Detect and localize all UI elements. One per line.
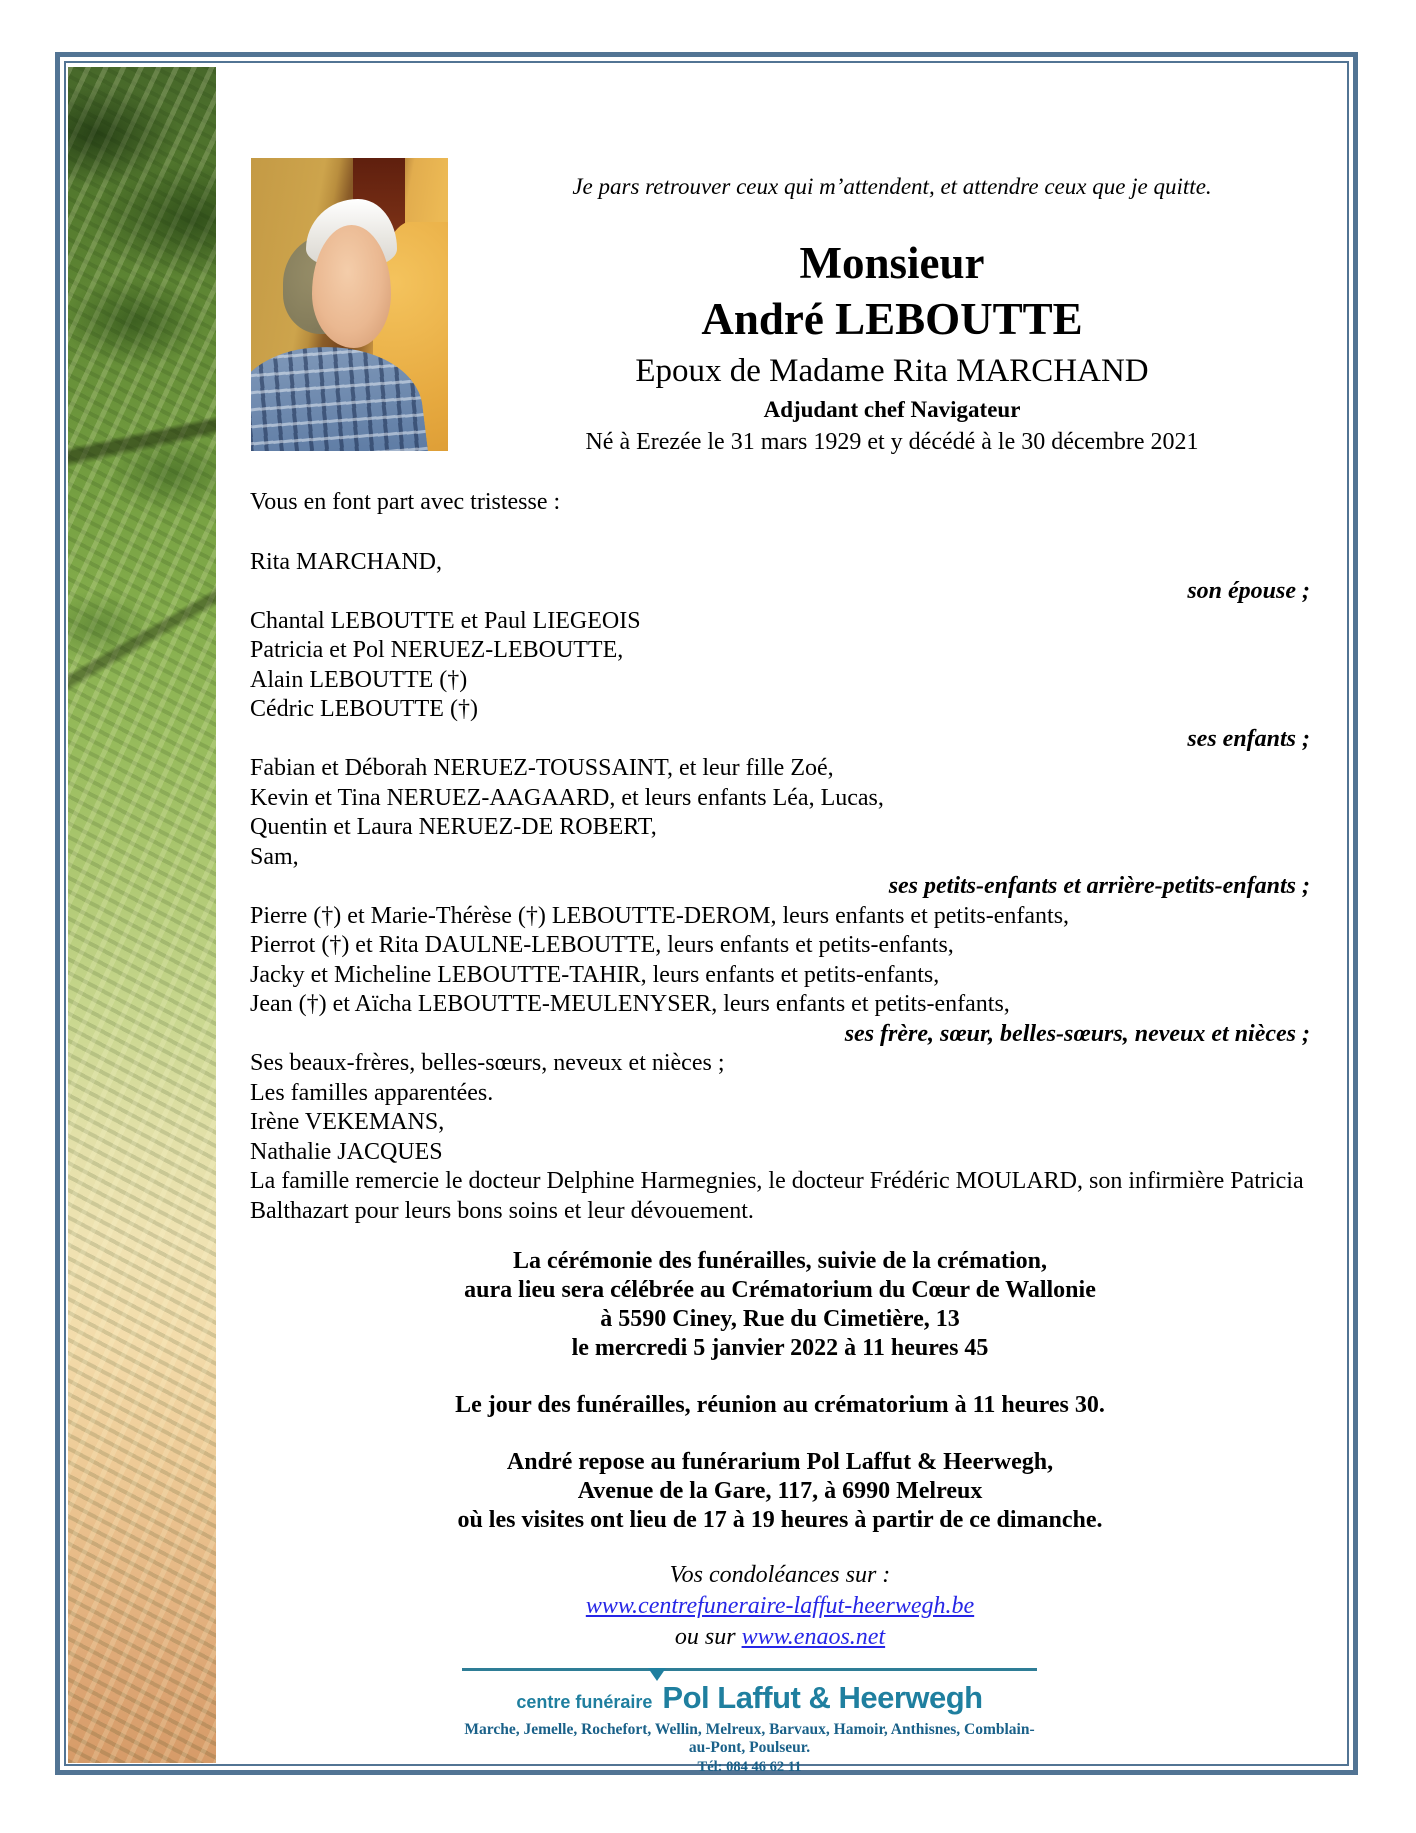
family-line: Cédric LEBOUTTE (†) — [250, 696, 478, 722]
ceremony-section — [250, 1247, 1310, 1535]
meeting-line: Le jour des funérailles, réunion au crématorium à 11 heures 30. — [455, 1392, 1105, 1418]
ceremony-line: à 5590 Ciney, Rue du Cimetière, 13 — [600, 1306, 960, 1332]
condolence-link-primary[interactable]: www.centrefuneraire-laffut-heerwegh.be — [585, 1593, 975, 1619]
condolences-intro: Vos condoléances sur : — [669, 1562, 891, 1588]
ceremony-line: La cérémonie des funérailles, suivie de la crémation, — [513, 1248, 1047, 1274]
family-line: Jean (†) et Aïcha LEBOUTTE-MEULENYSER, leurs enfants et petits-enfants, — [250, 991, 1010, 1017]
relationship-label: ses petits-enfants et arrière-petits-enfants ; — [888, 873, 1310, 899]
family-line: Jacky et Micheline LEBOUTTE-TAHIR, leurs enfants et petits-enfants, — [250, 961, 940, 988]
spacer — [250, 1420, 1310, 1448]
ceremony-line: le mercredi 5 janvier 2022 à 11 heures 45 — [571, 1335, 989, 1361]
repose-line: où les visites ont lieu de 17 à 19 heures à partir de ce dimanche. — [457, 1507, 1103, 1533]
family-line: Sam, — [250, 843, 299, 870]
thanks-paragraph: La famille remercie le docteur Delphine Harmegnies, le docteur Frédéric MOULARD, son infirmière Patricia Balthazart pour leurs bons soins et leur dévouement. — [250, 1168, 1304, 1224]
family-line: Irène VEKEMANS, — [250, 1109, 445, 1135]
repose-line: André repose au funérarium Pol Laffut & Heerwegh, — [506, 1449, 1054, 1475]
epitaph-quote: Je pars retrouver ceux qui m’attendent, et attendre ceux que je quitte. — [572, 174, 1212, 199]
condolence-link-enaos[interactable]: www.enaos.net — [741, 1624, 886, 1650]
spouse-line: Epoux de Madame Rita MARCHAND — [635, 352, 1149, 389]
family-line: Nathalie JACQUES — [250, 1138, 443, 1165]
locations-line: Marche, Jemelle, Rochefort, Wellin, Melreux, Barvaux, Hamoir, Anthisnes, Comblain-au-Pont, Poulseur. — [464, 1721, 1035, 1756]
announcement-section — [250, 488, 1310, 1226]
family-line: Alain LEBOUTTE (†) — [250, 666, 468, 693]
deceased-name: André LEBOUTTE — [701, 294, 1083, 344]
phone-line: Tél: 084 46 62 11 — [697, 1759, 802, 1775]
header-text — [448, 158, 1330, 456]
announcement-intro: Vous en font part avec tristesse : — [250, 489, 561, 515]
title-monsieur: Monsieur — [799, 238, 985, 288]
repose-line: Avenue de la Gare, 117, à 6990 Melreux — [577, 1478, 983, 1504]
spacer — [250, 1363, 1310, 1391]
family-line: Kevin et Tina NERUEZ-AAGAARD, et leurs enfants Léa, Lucas, — [250, 784, 884, 811]
condolences-section — [250, 1560, 1310, 1653]
ceremony-line: aura lieu sera célébrée au Crématorium du Cœur de Wallonie — [464, 1277, 1096, 1303]
triangle-down-icon — [648, 1668, 666, 1681]
birth-death-line: Né à Erezée le 31 mars 1929 et y décédé à le 30 décembre 2021 — [585, 429, 1199, 456]
family-line: Patricia et Pol NERUEZ-LEBOUTTE, — [250, 637, 624, 663]
brand-prefix: centre funéraire — [516, 1692, 653, 1712]
forest-path-image — [68, 67, 216, 1763]
family-line: Rita MARCHAND, — [250, 548, 443, 575]
photo-face — [312, 225, 391, 348]
brand-row — [462, 1680, 1037, 1716]
family-line: Pierrot (†) et Rita DAULNE-LEBOUTTE, leurs enfants et petits-enfants, — [250, 932, 954, 958]
brand-name: Pol Laffut & Heerwegh — [662, 1680, 982, 1716]
brand-rule — [462, 1668, 1037, 1671]
portrait-photo — [251, 158, 448, 451]
funeral-home-logo — [462, 1668, 1037, 1776]
family-line: Ses beaux-frères, belles-sœurs, neveux et nièces ; — [250, 1050, 725, 1076]
header-section — [251, 158, 1330, 456]
family-line: Fabian et Déborah NERUEZ-TOUSSAINT, et leur fille Zoé, — [250, 755, 834, 781]
family-line: Les familles apparentées. — [250, 1079, 494, 1106]
condolences-prefix: ou sur — [674, 1624, 736, 1650]
family-line: Pierre (†) et Marie-Thérèse (†) LEBOUTTE-DEROM, leurs enfants et petits-enfants, — [250, 902, 1070, 929]
military-rank: Adjudant chef Navigateur — [763, 397, 1021, 423]
relationship-label: son épouse ; — [1187, 578, 1310, 604]
family-line: Quentin et Laura NERUEZ-DE ROBERT, — [250, 814, 657, 840]
family-line: Chantal LEBOUTTE et Paul LIEGEOIS — [250, 607, 641, 634]
relationship-label: ses enfants ; — [1187, 725, 1310, 752]
relationship-label: ses frère, sœur, belles-sœurs, neveux et nièces ; — [844, 1020, 1310, 1047]
